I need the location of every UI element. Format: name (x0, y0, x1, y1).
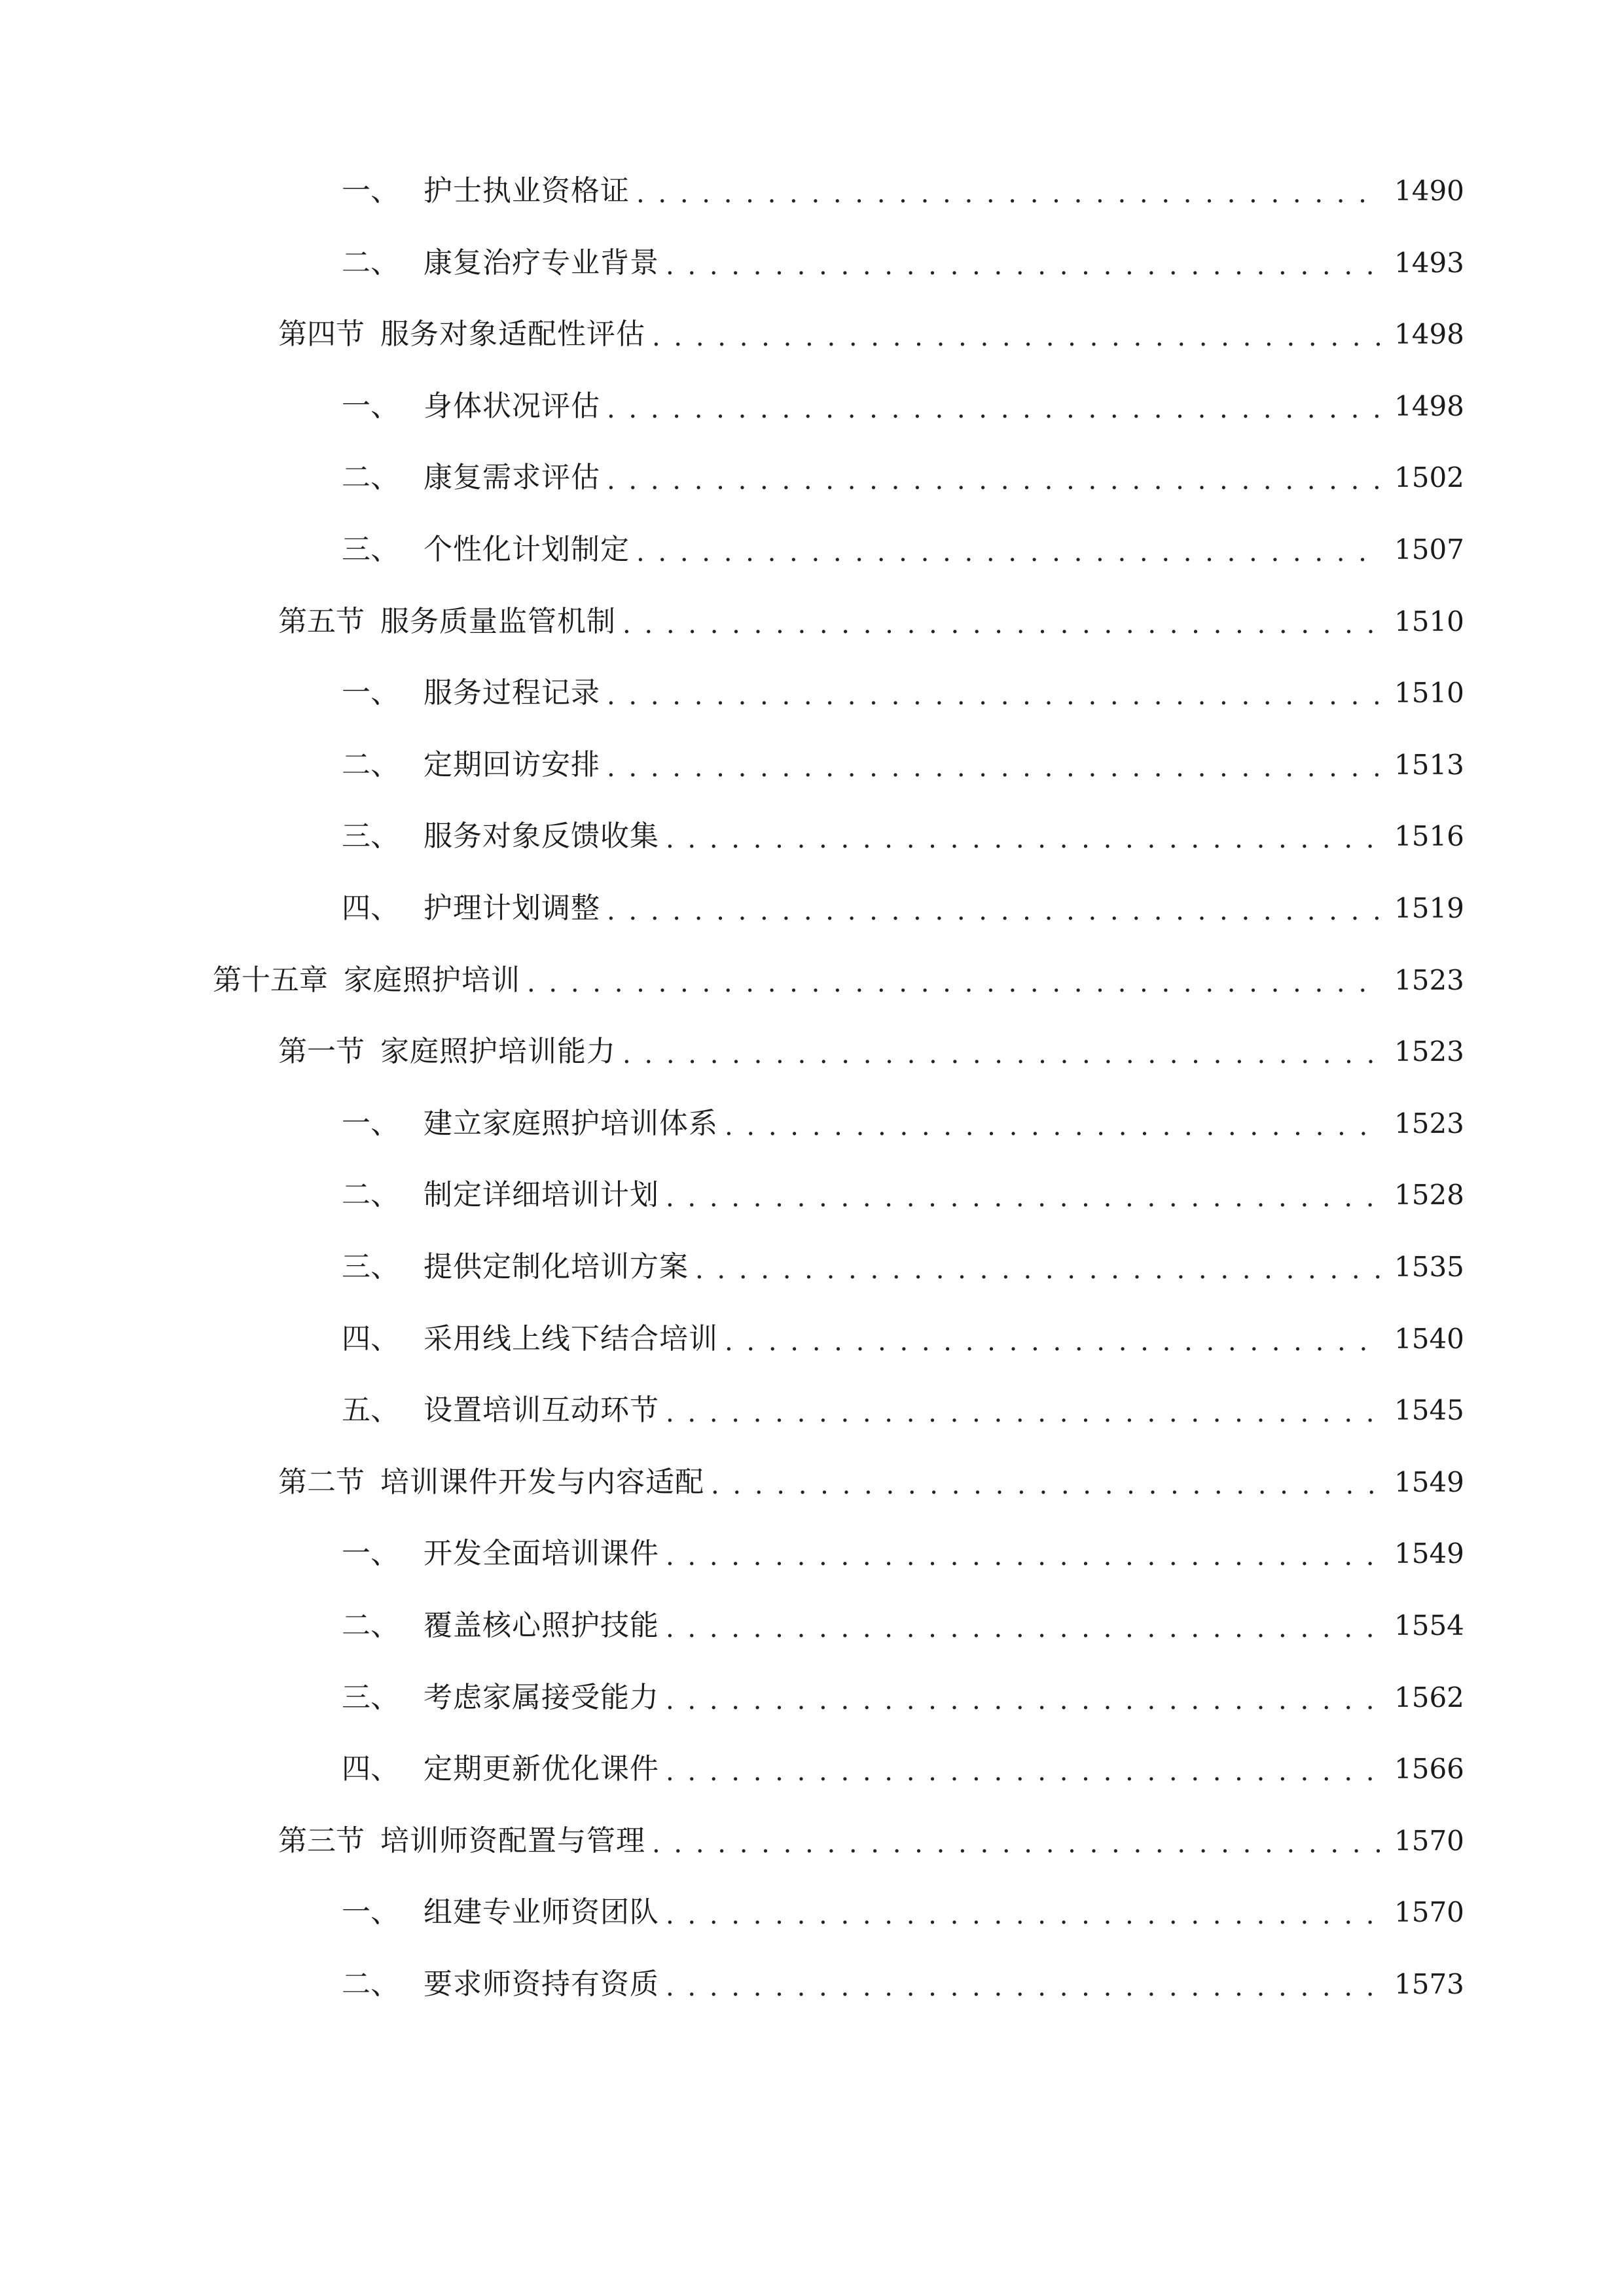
dot-leader (607, 882, 1382, 935)
toc-page-number: 1498 (1394, 389, 1464, 422)
toc-label (342, 452, 600, 504)
toc-page-number: 1507 (1394, 533, 1464, 565)
toc-entry-title: 提供定制化培训方案 (424, 1250, 689, 1283)
dot-leader (652, 1815, 1382, 1867)
toc-page-number: 1570 (1394, 1824, 1464, 1857)
toc-entry-title: 定期更新优化课件 (424, 1752, 659, 1786)
toc-page-number: 1570 (1394, 1896, 1464, 1929)
toc-label (278, 1026, 616, 1078)
dot-leader (666, 810, 1382, 863)
dot-leader (623, 1026, 1382, 1078)
toc-entry-number: 一、 (342, 676, 399, 710)
toc-label (342, 810, 659, 863)
toc-entry-number: 二、 (342, 1178, 399, 1212)
toc-entry-number: 第五节 (278, 604, 365, 638)
toc-page-number: 1535 (1394, 1251, 1464, 1283)
toc-entry[interactable] (278, 596, 1463, 648)
toc-page-number: 1510 (1394, 605, 1464, 637)
dot-leader (607, 739, 1382, 791)
toc-entry[interactable] (342, 1384, 1463, 1437)
toc-entry[interactable] (342, 1241, 1463, 1293)
dot-leader (666, 1958, 1382, 2011)
toc-label (342, 1672, 659, 1724)
toc-label (278, 1456, 704, 1509)
toc-entry-number: 第三节 (278, 1823, 365, 1857)
toc-page-number: 1573 (1394, 1968, 1464, 2000)
toc-page-number: 1523 (1394, 963, 1464, 996)
toc-entry-title: 考虑家属接受能力 (424, 1680, 659, 1714)
toc-entry-title: 服务质量监管机制 (380, 604, 616, 638)
toc-entry-title: 身体状况评估 (424, 389, 600, 423)
toc-entry-title: 组建专业师资团队 (424, 1895, 659, 1929)
toc-entry-number: 四、 (342, 891, 399, 925)
toc-page-number: 1554 (1394, 1609, 1464, 1641)
toc-page-number: 1493 (1394, 246, 1464, 279)
toc-entry[interactable] (342, 1886, 1463, 1939)
toc-entry-title: 定期回访安排 (424, 747, 600, 781)
toc-entry[interactable] (278, 1456, 1463, 1509)
dot-leader (623, 596, 1382, 648)
dot-leader (666, 237, 1382, 289)
toc-entry[interactable] (342, 1600, 1463, 1652)
toc-entry[interactable] (342, 667, 1463, 719)
toc-page-number: 1523 (1394, 1035, 1464, 1068)
toc-label (342, 667, 600, 719)
toc-page-number: 1498 (1394, 318, 1464, 351)
toc-entry-title: 培训师资配置与管理 (380, 1823, 645, 1857)
toc-entry-title: 设置培训互动环节 (424, 1393, 659, 1427)
toc-entry-number: 三、 (342, 533, 399, 566)
toc-entry-number: 一、 (342, 1106, 399, 1140)
toc-label (213, 954, 520, 1007)
toc-page-number: 1549 (1394, 1537, 1464, 1570)
toc-entry-number: 第二节 (278, 1465, 365, 1499)
toc-entry-title: 服务过程记录 (424, 676, 600, 710)
toc-page-number: 1523 (1394, 1107, 1464, 1139)
toc-label (342, 739, 600, 791)
toc-entry[interactable] (342, 1098, 1463, 1150)
toc-entry-number: 一、 (342, 389, 399, 423)
dot-leader (725, 1313, 1382, 1365)
toc-entry-title: 服务对象反馈收集 (424, 819, 659, 853)
dot-leader (636, 524, 1382, 576)
toc-page-number: 1540 (1394, 1322, 1464, 1355)
toc-entry-number: 三、 (342, 819, 399, 853)
toc-entry-number: 三、 (342, 1680, 399, 1714)
toc-entry[interactable] (342, 1313, 1463, 1365)
toc-entry[interactable] (342, 237, 1463, 289)
toc-entry-title: 采用线上线下结合培训 (424, 1321, 718, 1355)
toc-label (342, 524, 630, 576)
dot-leader (666, 1743, 1382, 1795)
toc-page-number: 1490 (1394, 175, 1464, 207)
toc-entry[interactable] (342, 810, 1463, 863)
dot-leader (666, 1169, 1382, 1221)
toc-entry[interactable] (342, 1528, 1463, 1580)
toc-entry-title: 家庭照护培训能力 (380, 1035, 616, 1069)
toc-entry-title: 培训课件开发与内容适配 (380, 1465, 704, 1499)
toc-entry-number: 第十五章 (213, 963, 328, 997)
dot-leader (636, 165, 1382, 217)
toc-entry-title: 服务对象适配性评估 (380, 317, 645, 351)
dot-leader (666, 1600, 1382, 1652)
dot-leader (607, 452, 1382, 504)
toc-entry[interactable] (213, 954, 1463, 1007)
dot-leader (725, 1098, 1382, 1150)
toc-label (342, 1958, 659, 2011)
toc-entry-title: 康复需求评估 (424, 461, 600, 495)
toc-entry-title: 护士执业资格证 (424, 174, 630, 207)
toc-entry[interactable] (342, 739, 1463, 791)
toc-entry-title: 护理计划调整 (424, 891, 600, 925)
toc-entry-number: 二、 (342, 461, 399, 495)
toc-entry[interactable] (278, 1815, 1463, 1867)
toc-label (342, 1600, 659, 1652)
toc-label (342, 237, 659, 289)
toc-entry-number: 第四节 (278, 317, 365, 351)
toc-entry-number: 二、 (342, 1967, 399, 2001)
dot-leader (666, 1672, 1382, 1724)
toc-entry-number: 二、 (342, 747, 399, 781)
toc-entry[interactable] (278, 1026, 1463, 1078)
dot-leader (607, 667, 1382, 719)
toc-entry[interactable] (342, 1169, 1463, 1221)
toc-entry-number: 一、 (342, 1895, 399, 1929)
toc-label (278, 308, 645, 361)
toc-entry[interactable] (342, 1958, 1463, 2011)
toc-entry[interactable] (342, 165, 1463, 217)
toc-label (342, 1743, 659, 1795)
toc-entry-number: 五、 (342, 1393, 399, 1427)
toc-entry-title: 制定详细培训计划 (424, 1178, 659, 1212)
toc-entry-title: 家庭照护培训 (344, 963, 520, 997)
dot-leader (711, 1456, 1382, 1509)
toc-entry[interactable] (342, 524, 1463, 576)
toc-page-number: 1545 (1394, 1394, 1464, 1427)
toc-page-number: 1513 (1394, 748, 1464, 781)
toc-entry-title: 建立家庭照护培训体系 (424, 1106, 718, 1140)
toc-label (342, 882, 600, 935)
dot-leader (695, 1241, 1382, 1293)
toc-page-number: 1510 (1394, 677, 1464, 709)
dot-leader (666, 1384, 1382, 1437)
toc-label (342, 1528, 659, 1580)
toc-label (278, 1815, 645, 1867)
toc-label (342, 1241, 689, 1293)
toc-entry-title: 覆盖核心照护技能 (424, 1609, 659, 1642)
dot-leader (666, 1528, 1382, 1580)
toc-page-number: 1516 (1394, 820, 1464, 853)
toc-label (342, 1384, 659, 1437)
toc-label (342, 1313, 718, 1365)
toc-entry-number: 一、 (342, 174, 399, 207)
toc-entry[interactable] (342, 1743, 1463, 1795)
toc-entry-number: 二、 (342, 245, 399, 279)
toc-entry[interactable] (342, 380, 1463, 433)
toc-entry-title: 开发全面培训课件 (424, 1537, 659, 1571)
toc-label (342, 165, 630, 217)
toc-entry-number: 四、 (342, 1752, 399, 1786)
toc-page-number: 1562 (1394, 1681, 1464, 1713)
toc-label (342, 1098, 718, 1150)
dot-leader (607, 380, 1382, 433)
toc-entry-number: 一、 (342, 1537, 399, 1571)
dot-leader (666, 1886, 1382, 1939)
toc-page-number: 1519 (1394, 892, 1464, 924)
toc-entry-number: 三、 (342, 1250, 399, 1283)
toc-entry-title: 个性化计划制定 (424, 533, 630, 566)
toc-page-number: 1549 (1394, 1465, 1464, 1498)
toc-entry[interactable] (278, 308, 1463, 361)
toc-entry[interactable] (342, 452, 1463, 504)
toc-label (342, 1169, 659, 1221)
toc-entry-number: 二、 (342, 1609, 399, 1642)
toc-page-number: 1566 (1394, 1753, 1464, 1785)
toc-label (342, 380, 600, 433)
toc-entry-number: 四、 (342, 1321, 399, 1355)
toc-entry-title: 康复治疗专业背景 (424, 245, 659, 279)
dot-leader (652, 308, 1382, 361)
toc-label (278, 596, 616, 648)
toc-entry-number: 第一节 (278, 1035, 365, 1069)
toc-label (342, 1886, 659, 1939)
toc-entry[interactable] (342, 1672, 1463, 1724)
toc-entry-title: 要求师资持有资质 (424, 1967, 659, 2001)
toc-page-number: 1502 (1394, 461, 1464, 494)
dot-leader (527, 954, 1382, 1007)
toc-entry[interactable] (342, 882, 1463, 935)
toc-page-number: 1528 (1394, 1179, 1464, 1211)
